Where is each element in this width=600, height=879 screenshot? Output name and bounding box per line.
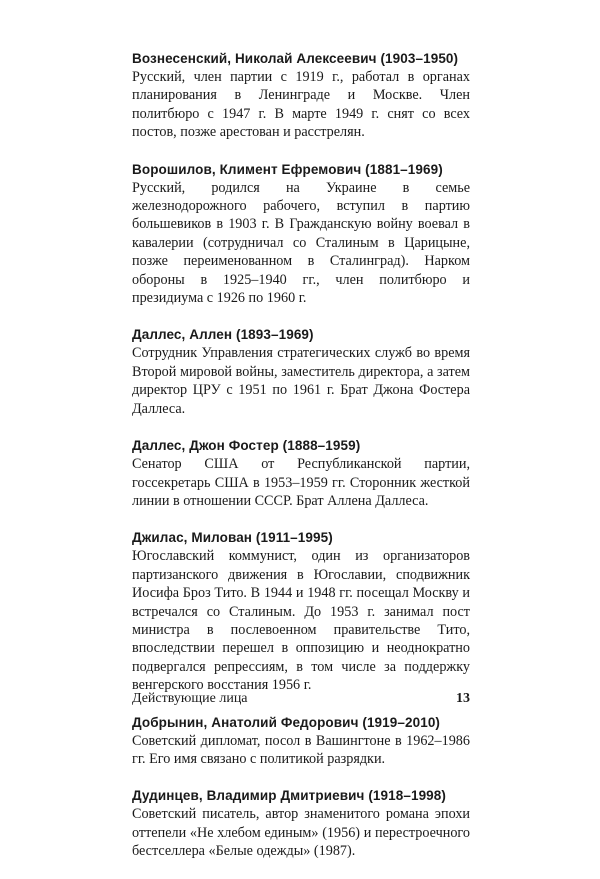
entry-name: Дудинцев, Владимир Дмитриевич (1918–1998) <box>132 788 446 804</box>
entry-body: Сотрудник Управления стратегических служб во время Второй мировой войны, заместитель директора, а затем директор ЦРУ с 1951 по 1961 г. Брат Джона Фостера Даллеса. <box>132 345 470 417</box>
entry-body: Сенатор США от Республиканской партии, госсекретарь США в 1953–1959 гг. Сторонник жесткой линии в отношении СССР. Брат Аллена Даллеса. <box>132 456 470 509</box>
entry-dulles-john-foster <box>132 436 470 510</box>
page-number: 13 <box>456 691 470 706</box>
entry-body: Советский писатель, автор знаменитого романа эпохи оттепели «Не хлебом единым» (1956) и перестроечного бестселлера «Белые одежды» (1987). <box>132 806 470 860</box>
entry-dobrynin <box>132 713 470 769</box>
entry-voroshilov <box>132 160 470 308</box>
entry-body: Русский, родился на Украине в семье железнодорожного рабочего, вступил в партию большевиков в 1903 г. В Гражданскую войну воевал в кавалерии (сотрудничал со Сталиным в Царицыне, позже переименованном в Сталинград). Нарком обороны в 1925–1940 гг., член политбюро и президиума с 1926 по 1960 г. <box>132 179 470 307</box>
running-title: Действующие лица <box>132 691 248 706</box>
entry-body: Русский, член партии с 1919 г., работал в органах планирования в Ленинграде и Москве. Член политбюро с 1947 г. В марте 1949 г. снят со всех постов, позже арестован и расстрелян. <box>132 69 470 141</box>
entry-name: Даллес, Аллен (1893–1969) <box>132 327 314 343</box>
entry-name: Ворошилов, Климент Ефремович (1881–1969) <box>132 161 443 177</box>
entry-name: Вознесенский, Николай Алексеевич (1903–1950) <box>132 51 459 66</box>
entry-dulles-allen <box>132 325 470 418</box>
entry-dudintsev <box>132 786 470 860</box>
page-content <box>132 49 470 879</box>
entry-body: Советский дипломат, посол в Вашингтоне в 1962–1986 гг. Его имя связано с политикой разрядки. <box>132 732 470 767</box>
entry-body: Югославский коммунист, один из организаторов партизанского движения в Югославии, сподвижник Иосифа Броз Тито. В 1944 и 1948 гг. посещал Москву и встречался со Сталиным. До 1953 г. занимал пост министра в послевоенном правительстве Тито, впоследствии перешел в оппозицию и неоднократно подвергался репрессиям, в том числе за поддержку венгерского восстания 1956 г. <box>132 548 470 694</box>
entry-voznesensky <box>132 49 470 142</box>
entry-name: Джилас, Милован (1911–1995) <box>132 530 333 546</box>
entry-djilas <box>132 528 470 694</box>
entry-name: Даллес, Джон Фостер (1888–1959) <box>132 438 361 454</box>
entry-name: Добрынин, Анатолий Федорович (1919–2010) <box>132 714 441 730</box>
